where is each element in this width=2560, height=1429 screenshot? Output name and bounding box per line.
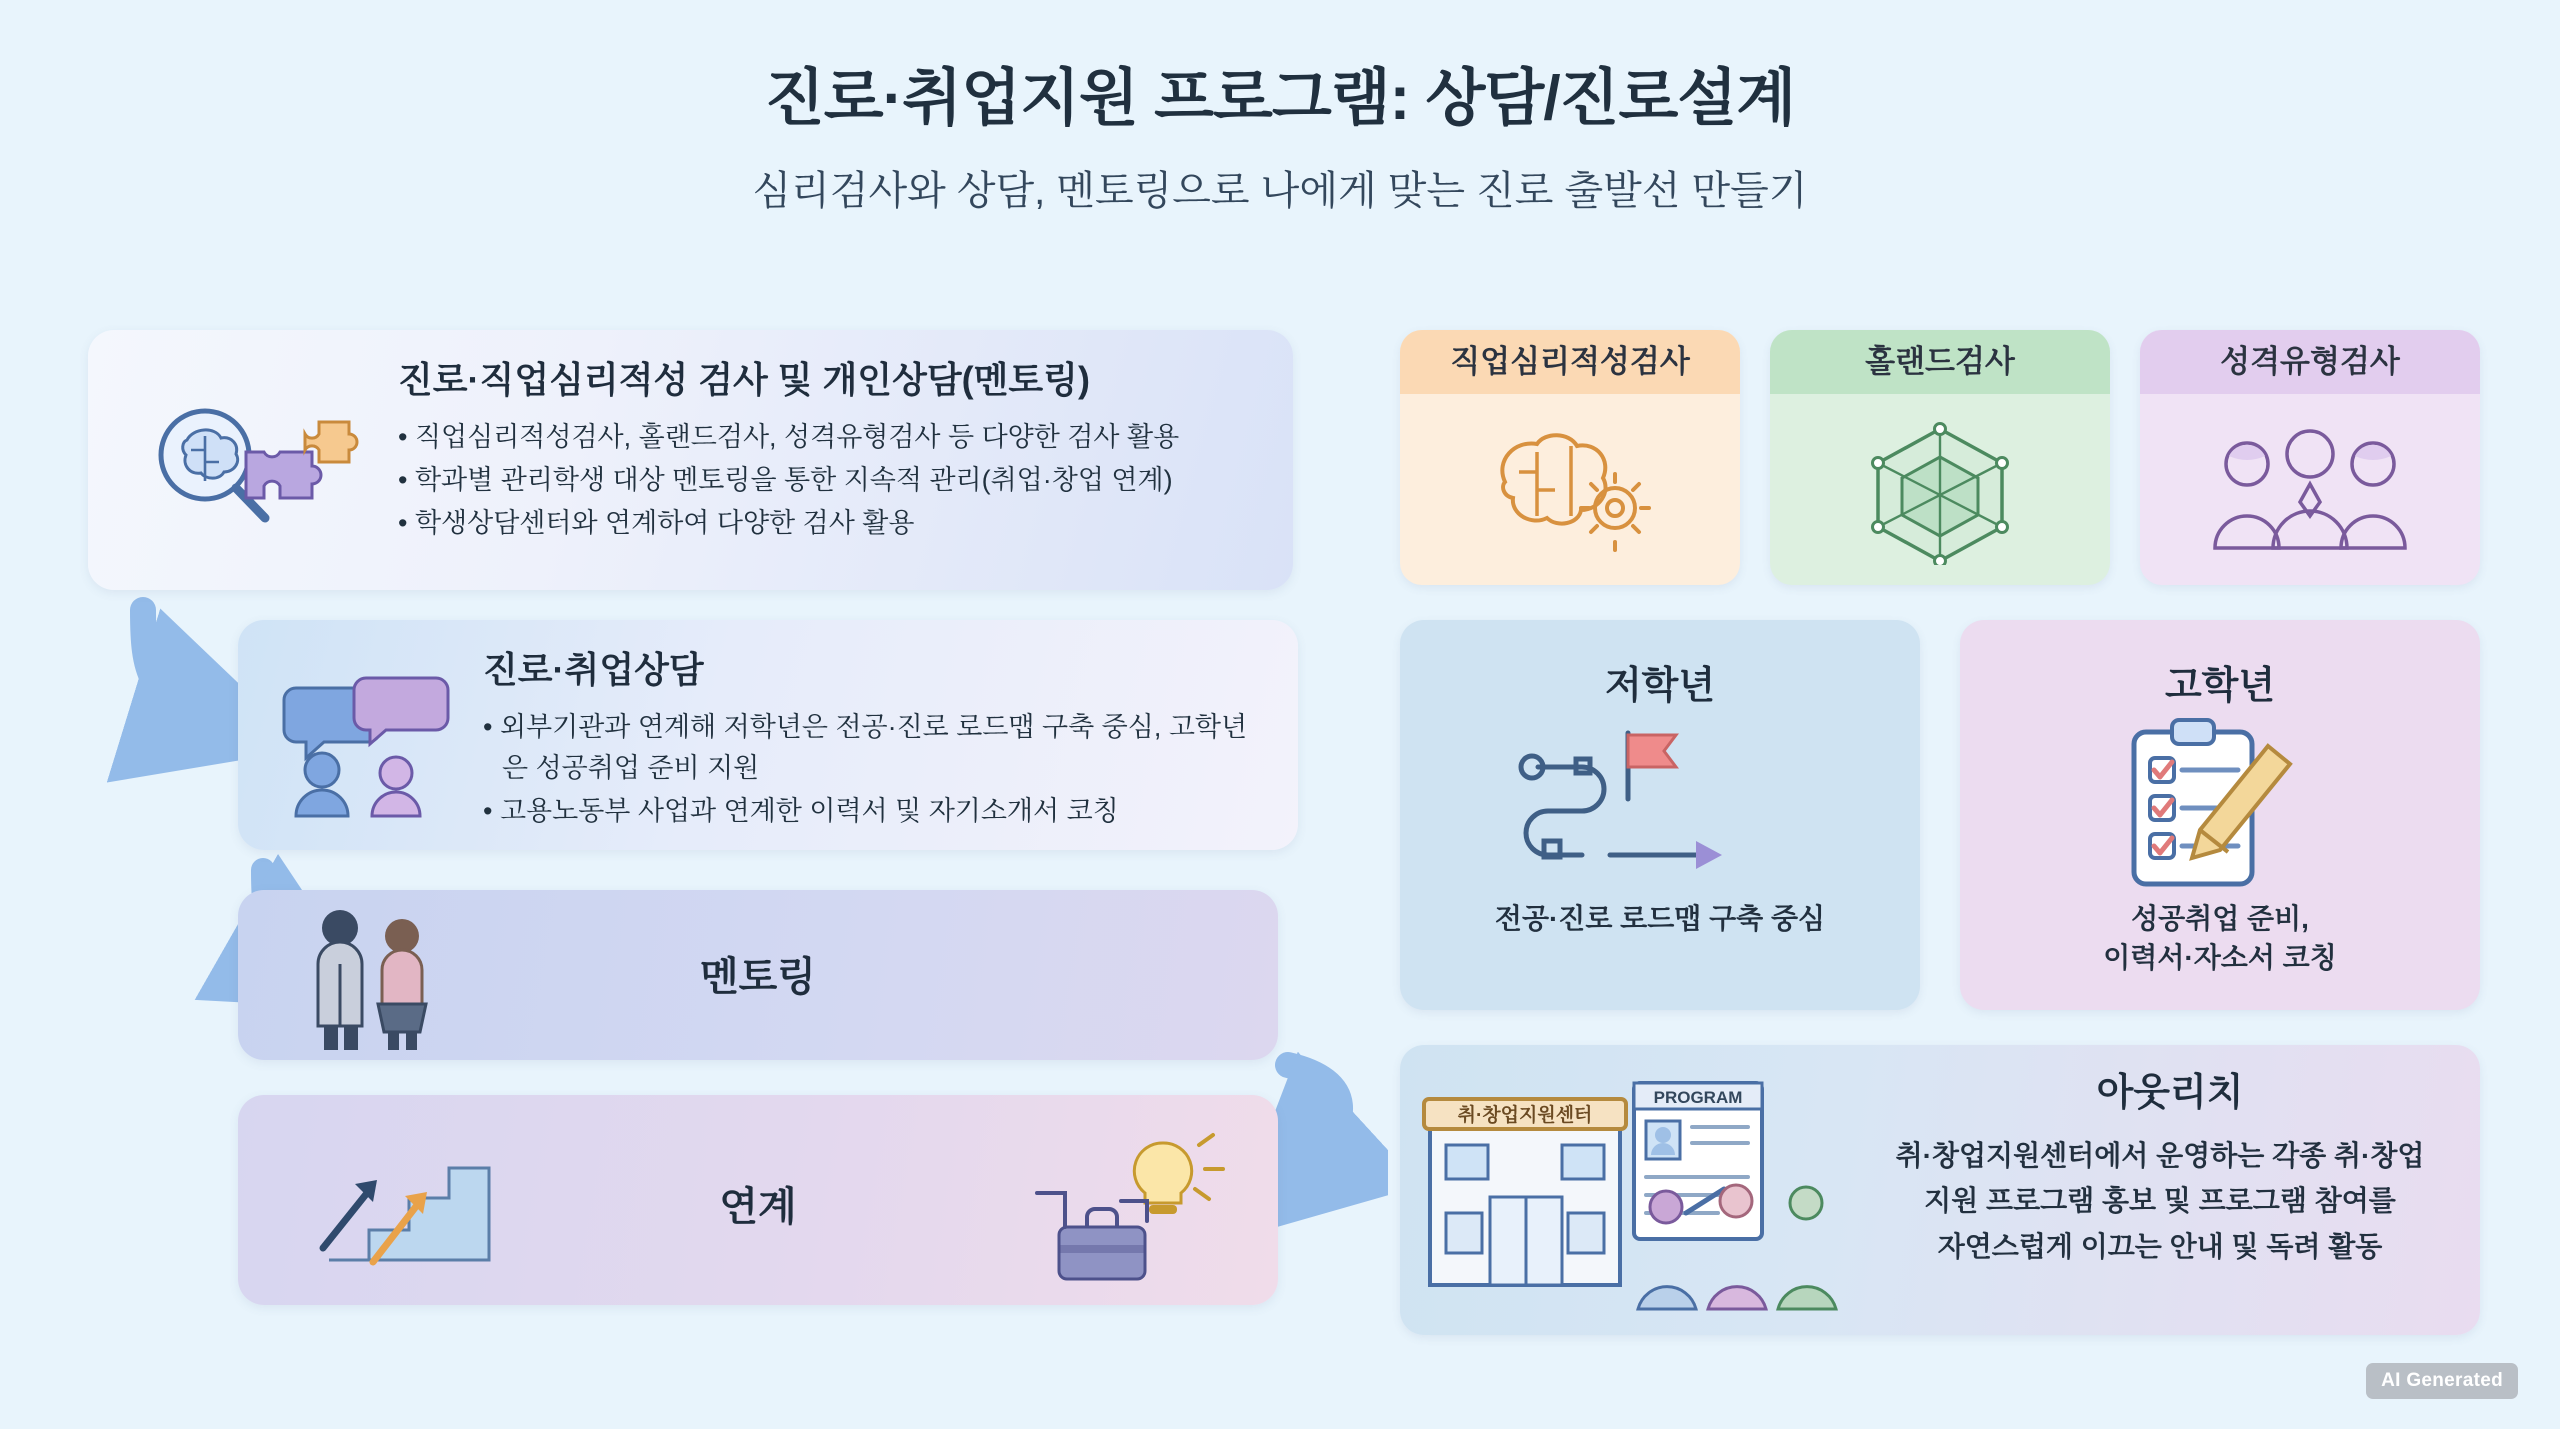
- center-building-poster-people-icon: [1420, 1073, 1880, 1313]
- exam-title: 진로·직업심리적성 검사 및 개인상담(멘토링): [398, 359, 1090, 400]
- radar-chart-icon: [1770, 402, 2110, 577]
- speech-bubble-people-icon: [278, 670, 468, 820]
- grade-caption-line1: 성공취업 준비,: [2131, 903, 2309, 934]
- mentoring-title: 멘토링: [700, 955, 816, 999]
- page-header: [0, 0, 2560, 216]
- brain-gear-icon: [1400, 402, 1740, 577]
- grade-caption-line2: 이력서·자소서 코칭: [2103, 942, 2337, 974]
- left-flow-column: [88, 320, 1388, 1380]
- list-item: • 직업심리적성검사, 홀랜드검사, 성격유형검사 등 다양한 검사 활용: [398, 422, 1180, 452]
- svg-text:PROGRAM: PROGRAM: [1653, 1088, 1743, 1107]
- test-type-row: [1400, 330, 2480, 585]
- consult-title: 진로·취업상담: [483, 649, 704, 690]
- linkage-title: 연계: [719, 1185, 797, 1229]
- test-card-label: 성격유형검사: [2140, 330, 2480, 394]
- outreach-line3: 자연스럽게 이끄는 안내 및 독려 활동: [1937, 1230, 2383, 1262]
- list-item: • 외부기관과 연계해 저학년은 전공·진로 로드맵 구축 중심, 고학년은 성공취업 준비 지원: [483, 712, 1248, 784]
- outreach-line2: 지원 프로그램 홍보 및 프로그램 참여를: [1924, 1185, 2396, 1217]
- grade-card-upper-years[interactable]: [1960, 620, 2480, 1010]
- exam-text-block: [398, 352, 1268, 546]
- list-item: • 학생상담센터와 연계하여 다양한 검사 활용: [398, 508, 915, 539]
- right-detail-column: [1400, 320, 2480, 1380]
- grade-caption: 전공·진로 로드맵 구축 중심: [1494, 903, 1826, 934]
- consult-text-block: [483, 642, 1273, 834]
- diagram-board: [0, 320, 2560, 1400]
- page-title: 진로·취업지원 프로그램: 상담/진로설계: [764, 64, 1796, 133]
- outreach-line1: 취·창업지원센터에서 운영하는 각종 취·창업: [1895, 1140, 2425, 1171]
- outreach-description: [1870, 1133, 2450, 1269]
- test-card-vocational-aptitude[interactable]: [1400, 330, 1740, 585]
- people-group-icon: [2140, 402, 2480, 577]
- card-career-employment-counseling[interactable]: [238, 620, 1298, 850]
- test-card-label: 직업심리적성검사: [1400, 330, 1740, 394]
- card-career-aptitude-test[interactable]: [88, 330, 1293, 590]
- magnifier-brain-puzzle-icon: [143, 400, 373, 540]
- test-card-personality-type[interactable]: [2140, 330, 2480, 585]
- grade-title: 저학년: [1604, 665, 1716, 707]
- grade-level-row: [1400, 620, 2480, 1010]
- lightbulb-briefcase-icon: [1013, 1123, 1228, 1283]
- mentoring-title-wrap: [238, 945, 1278, 1002]
- card-outreach[interactable]: [1400, 1045, 2480, 1335]
- outreach-title: 아웃리치: [2096, 1072, 2244, 1114]
- grade-caption: [1960, 899, 2480, 977]
- card-mentoring[interactable]: [238, 890, 1278, 1060]
- svg-text:취·창업지원센터: 취·창업지원센터: [1457, 1105, 1593, 1126]
- card-linkage[interactable]: [238, 1095, 1278, 1305]
- list-item: • 고용노동부 사업과 연계한 이력서 및 자기소개서 코칭: [483, 796, 1119, 827]
- grade-card-lower-years[interactable]: [1400, 620, 1920, 1010]
- page-subtitle: 심리검사와 상담, 멘토링으로 나에게 맞는 진로 출발선 만들기: [752, 169, 1808, 213]
- checklist-pencil-icon: [1960, 709, 2480, 899]
- grade-title: 고학년: [2164, 665, 2276, 707]
- roadmap-flag-icon: [1400, 709, 1920, 899]
- ai-generated-badge: AI Generated: [2366, 1363, 2518, 1399]
- list-item: • 학과별 관리학생 대상 멘토링을 통한 지속적 관리(취업·창업 연계): [398, 465, 1173, 496]
- consult-bullets: [483, 707, 1273, 832]
- test-card-label: 홀랜드검사: [1770, 330, 2110, 394]
- test-card-holland[interactable]: [1770, 330, 2110, 585]
- exam-bullets: [398, 417, 1268, 544]
